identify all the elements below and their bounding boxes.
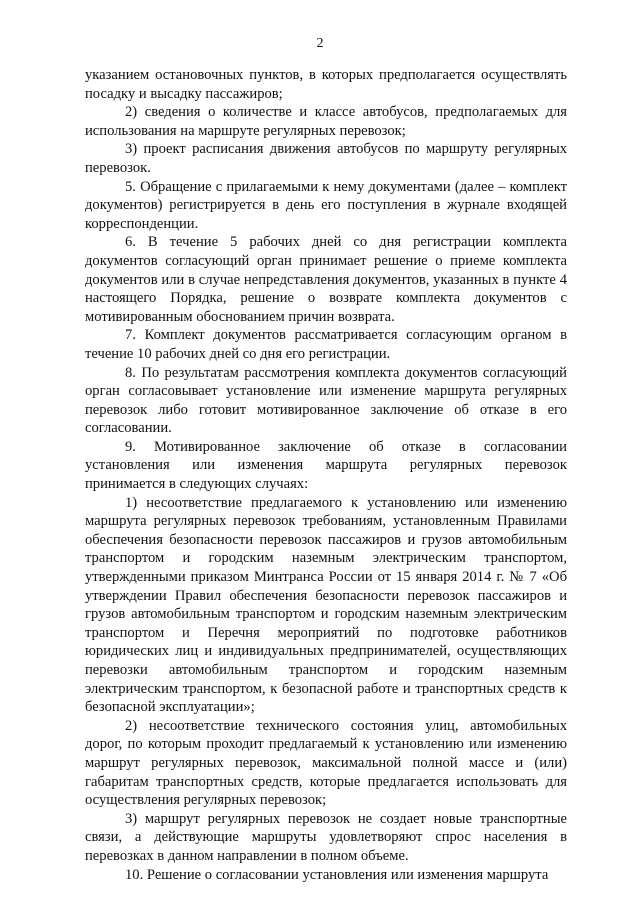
paragraph-case-2: 2) несоответствие технического состояния улиц, автомобильных дорог, по которым проходит предлагаемый к установлению или изменению маршрут регулярных перевозок, максимальной полной массе и (или) габаритам транспортных средств, которые предлагается использовать для осуществления регулярных перевозок; <box>85 717 567 809</box>
paragraph-case-3: 3) маршрут регулярных перевозок не создает новые транспортные связи, а действующие маршруты удовлетворяют спрос населения в перевозках в данном направлении в полном объеме. <box>85 810 567 864</box>
paragraph-clause-7: 7. Комплект документов рассматривается согласующим органом в течение 10 рабочих дней со дня его регистрации. <box>85 327 567 362</box>
paragraph-clause-5: 5. Обращение с прилагаемыми к нему документами (далее – комплект документов) регистрируется в день его поступления в журнале входящей корреспонденции. <box>85 178 567 232</box>
paragraph-clause-8: 8. По результатам рассмотрения комплекта документов согласующий орган согласовывает установление или изменение маршрута регулярных перевозок либо готовит мотивированное заключение об отказе в его согласовании. <box>85 364 567 437</box>
paragraph-clause-9-tail: принимается в следующих случаях: <box>85 476 309 493</box>
paragraph-item-2: 2) сведения о количестве и классе автобусов, предполагаемых для использования на маршруте регулярных перевозок; <box>85 104 567 139</box>
paragraph-clause-9: 9. Мотивированное заключение об отказе в согласовании установления или изменения маршрута регулярных перевозок <box>85 438 567 474</box>
paragraph-clause-6: 6. В течение 5 рабочих дней со дня регистрации комплекта документов согласующий орган принимает решение о приеме комплекта документов или в случае непредставления документов, указанных в пункте 4 настоящего Порядка, решение о возврате комплекта документов с мотивированным обоснованием причин возврата. <box>85 234 567 325</box>
paragraph-item-3: 3) проект расписания движения автобусов по маршруту регулярных перевозок. <box>85 141 567 176</box>
page-number: 2 <box>316 36 324 51</box>
paragraph-continuation: указанием остановочных пунктов, в которых предполагается осуществлять посадку и высадку пассажиров; <box>85 67 567 102</box>
document-body <box>85 66 567 884</box>
paragraph-clause-10: 10. Решение о согласовании установления или изменения маршрута <box>125 866 549 883</box>
paragraph-case-1: 1) несоответствие предлагаемого к установлению или изменению маршрута регулярных перевозок требованиям, установленным Правилами обеспечения безопасности перевозок пассажиров и грузов автомобильным транспортом и городским наземным электрическим транспортом, утвержденными приказом Минтранса России от 15 января 2014 г. № 7 «Об утверждении Правил обеспечения безопасности перевозок пассажиров и грузов автомобильным транспортом и городским наземным электрическим транспортом и Перечня мероприятий по подготовке работников юридических лиц и индивидуальных предпринимателей, осуществляющих перевозки автомобильным транспортом и городским наземным электрическим транспортом, к безопасной работе и транспортных средств к безопасной эксплуатации»; <box>85 494 567 716</box>
